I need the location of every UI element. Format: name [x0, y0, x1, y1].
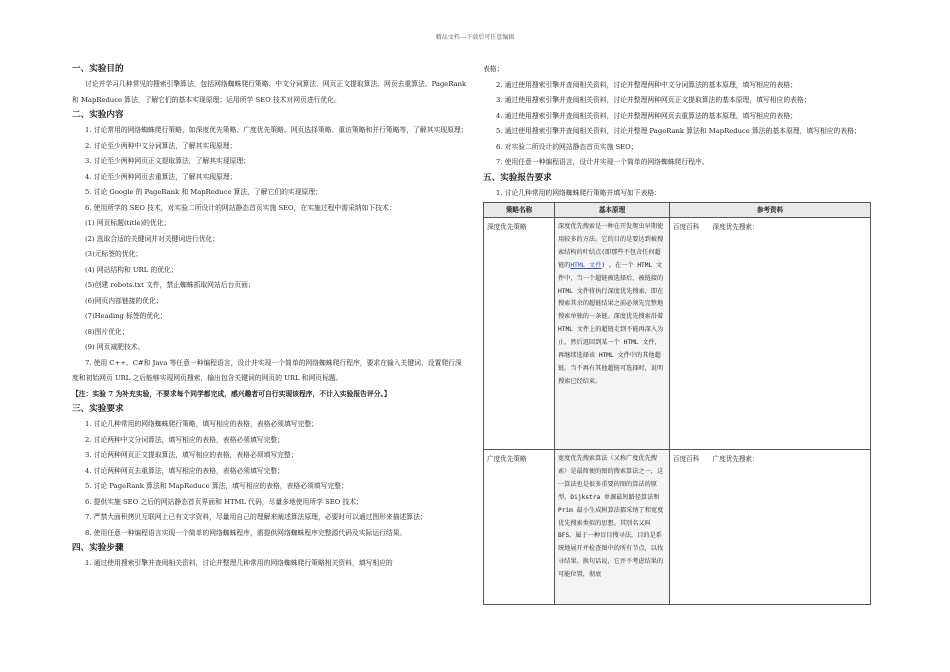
requirement-item: 8. 使用任意一种编程语言实现一个简单的网络蜘蛛程序，需提供网络蜘蛛程序完整源代码及实际运行结果。: [85, 528, 407, 537]
step-item: 5. 通过使用搜索引擎并查阅相关资料，讨论并整理 PageRank 算法和 MapReduce 算法的基本原理，填写相应的表格；: [496, 127, 861, 135]
strategy-reference: 百度百科 广度优先搜索：: [670, 450, 871, 605]
principle-text: ) 。在一个 HTML 文件中，当一个超链被选择后，被链接的 HTML 文件将执行深度优先搜索，即在搜索其余的超链结果之前必须先完整地搜索单独的一条链。深度优先搜索沿着 HTML 文件上的超链走到不能再深入为止，然后返回到某一个 HTML 文件，再继续选择该 HTML 文件中的其他超链。当不再有其他超链可选择时，说明搜索已经结束。: [558, 261, 664, 385]
step-item: 4. 通过使用搜索引擎并查阅相关资料，讨论并整理两种网页去重算法的基本原理，填写相应的表格；: [496, 111, 797, 120]
requirement-item: 3. 讨论两种网页正文提取算法，填写相应的表格，表格必须填写完整；: [85, 451, 298, 459]
content-item: 2. 讨论至少两种中文分词算法，了解其实现原理；: [85, 141, 237, 150]
html-file-link[interactable]: HTML 文件: [570, 261, 602, 269]
table-header-name: 策略名称: [484, 203, 555, 218]
requirement-item: 6. 提供实施 SEO 之后的网站静态首页界面和 HTML 代码，尽量多地使用所学 SEO 技术；: [85, 497, 363, 506]
content-item: 6. 使用所学的 SEO 技术，对实验二所设计的网站静态首页实施 SEO，在实施过程中需采纳如下技术：: [85, 203, 396, 212]
strategy-principle: [555, 218, 670, 450]
table-header-principle: 基本原理: [555, 203, 670, 218]
requirement-item: 4. 讨论两种网页去重算法，填写相应的表格，表格必须填写完整；: [85, 466, 284, 475]
requirement-item: 5. 讨论 PageRank 算法和 MapReduce 算法，填写相应的表格，表格必须填写完整；: [85, 482, 348, 490]
table-header-reference: 参考资料: [670, 203, 871, 218]
step-item: 2. 通过使用搜索引擎并查阅相关资料，讨论并整理两种中文分词算法的基本原理，填写相应的表格；: [496, 80, 797, 89]
content-item: 1. 讨论常用的网络蜘蛛爬行策略，如深度优先策略、广度优先策略、网页选择策略、重访策略和并行策略等，了解其实现原理；: [85, 126, 468, 134]
strategy-reference: 百度百科 深度优先搜索：: [670, 218, 871, 450]
purpose-text: 讨论并学习几种常见的搜索引擎算法，包括网络蜘蛛爬行策略、中文分词算法、网页正文提取算法、网页去重算法、PageRank 和 MapReduce 算法，了解它们的基本实现原理；运用所学 SEO 技术对网页进行优化。: [72, 80, 467, 104]
table-header-row: [484, 203, 871, 218]
table-row: [484, 450, 871, 605]
step-item: 3. 通过使用搜索引擎并查阅相关资料，讨论并整理两种网页正文提取算法的基本原理，填写相应的表格；: [496, 96, 811, 104]
step-item: 7. 使用任意一种编程语言，设计并实现一个简单的网络蜘蛛爬行程序。: [496, 158, 709, 166]
requirement-item: 1. 讨论几种常用的网络蜘蛛爬行策略，填写相应的表格，表格必须填写完整；: [85, 420, 318, 428]
content-subitem: (1) 网页标题(title)的优化；: [85, 219, 171, 227]
strategy-table: [483, 202, 871, 605]
requirement-item: 2. 讨论两种中文分词算法，填写相应的表格，表格必须填写完整；: [85, 435, 284, 444]
section-title-content: 二、实验内容: [72, 110, 124, 120]
section-title-steps: 四、实验步骤: [72, 543, 124, 553]
principle-text: 深度优先搜索是一种在开发爬虫早期使用较多的方法。它的目的是要达到被搜索结构的叶结点(即那些不包含任何超链的: [558, 223, 664, 269]
strategy-name: 深度优先策略: [484, 218, 555, 450]
content-subitem: (9) 网页减肥技术。: [85, 343, 145, 351]
page-header: 精品文档---下载后可任意编辑: [435, 34, 515, 41]
content-item: 3. 讨论至少两种网页正文提取算法，了解其实现原理；: [85, 157, 250, 165]
content-subitem: (4) 网站结构和 URL 的优化；: [85, 265, 178, 274]
content-subitem: (5)创建 robots.txt 文件，禁止蜘蛛抓取网站后台页面；: [85, 281, 255, 289]
right-column: [483, 62, 871, 605]
step-continuation: 表格；: [483, 65, 504, 73]
content-item: 7. 使用 C++、C#和 Java 等任意一种编程语言，设计并实现一个简单的网络蜘蛛爬行程序，要求在输入关键词、设置爬行深度和初始网页 URL 之后能够实现网页搜索，输出包含关键词的网页的 URL 和网页标题。: [72, 358, 462, 382]
content-subitem: (6)网页内部链接的优化；: [85, 296, 163, 305]
strategy-name: 广度优先策略: [484, 450, 555, 605]
content-item: 4. 讨论至少两种网页去重算法，了解其实现原理；: [85, 172, 237, 181]
section-title-report: 五、实验报告要求: [483, 172, 552, 183]
section-title-purpose: 一、实验目的: [72, 64, 124, 74]
step-item: 6. 对实验二所设计的网站静态首页实施 SEO；: [496, 142, 638, 151]
section-title-requirements: 三、实验要求: [72, 404, 124, 414]
requirement-item: 7. 严禁大面积拷贝互联网上已有文字资料，尽量用自己的理解来阐述算法原理，必要时可以通过图形来描述算法；: [85, 513, 427, 521]
step-item: 1. 通过使用搜索引擎并查阅相关资料，讨论并整理几种常用的网络蜘蛛爬行策略相关资料，填写相应的: [85, 559, 393, 567]
content-subitem: (3)元标签的优化；: [85, 250, 143, 258]
content-item: 5. 讨论 Google 的 PageRank 和 MapReduce 算法，了解它们的实现原理；: [85, 188, 322, 196]
content-subitem: (2) 选取合适的关键词并对关键词进行优化；: [85, 234, 220, 243]
strategy-principle: 宽度优先搜索算法（又称广度优先搜索）是最简便的图的搜索算法之一，这一算法也是很多重要的图的算法的原型。Dijkstra 单源最短路径算法和 Prim 最小生成树算法都采纳了和宽度优先搜索类似的思想。其别名又叫 BFS，属于一种盲目搜寻法，目的是系统地展开并检查图中的所有节点，以找寻结果。换句话说，它并不考虑结果的可能位置，彻底: [555, 450, 670, 605]
content-subitem: (7)Heading 标签的优化；: [85, 312, 167, 320]
report-intro: 1. 讨论几种常用的网络蜘蛛爬行策略并填写如下表格：: [496, 188, 661, 197]
supplement-note: 【注：实验 7 为补充实验，不要求每个同学都完成，感兴趣者可自行实现该程序，不计入实验报告评分。】: [72, 389, 391, 398]
table-row: [484, 218, 871, 450]
content-subitem: (8)图片优化；: [85, 327, 129, 336]
left-column: [72, 62, 468, 572]
